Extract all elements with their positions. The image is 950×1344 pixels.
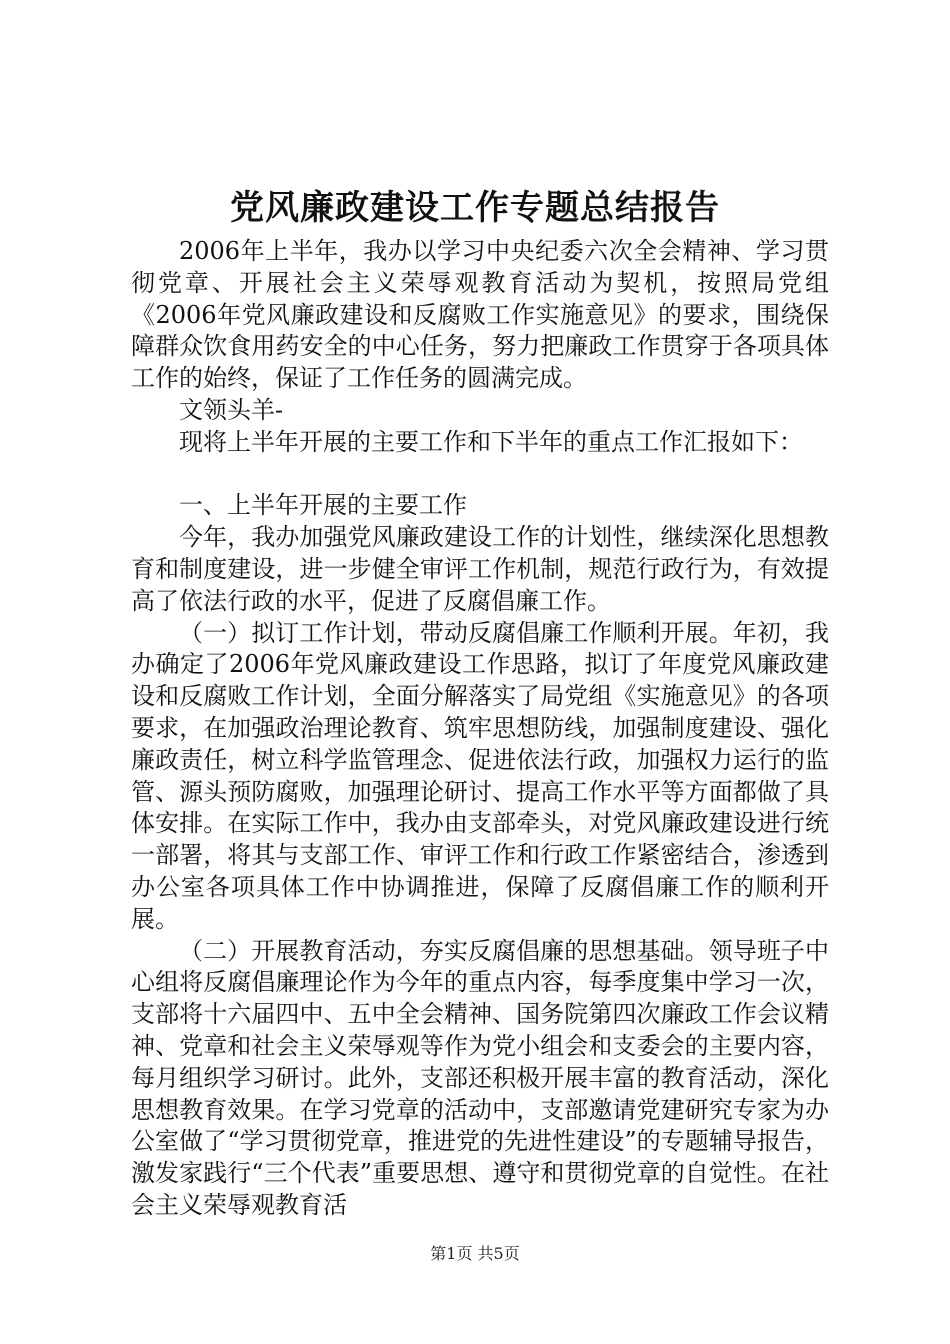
document-title: 党风廉政建设工作专题总结报告	[230, 188, 720, 228]
document-body	[131, 236, 829, 1222]
page-number: 第1页 共5页	[430, 1244, 520, 1263]
paragraph-source-note: 文领头羊-	[179, 395, 284, 424]
paragraph-intro: 2006年上半年，我办以学习中央纪委六次全会精神、学习贯彻党章、开展社会主义荣辱观教育活动为契机，按照局党组《2006年党风廉政建设和反腐败工作实施意见》的要求，围绕保障群众饮食用药安全的中心任务，努力把廉政工作贯穿于各项具体工作的始终，保证了工作任务的圆满完成。	[131, 237, 829, 393]
section-heading-first-half: 一、上半年开展的主要工作	[179, 491, 467, 520]
paragraph-education: （二）开展教育活动，夯实反腐倡廉的思想基础。领导班子中心组将反腐倡廉理论作为今年的重点内容，每季度集中学习一次，支部将十六届四中、五中全会精神、国务院第四次廉政工作会议精神、党章和社会主义荣辱观等作为党小组会和支委会的主要内容，每月组织学习研讨。此外，支部还积极开展丰富的教育活动，深化思想教育效果。在学习党章的活动中，支部邀请党建研究专家为办公室做了“学习贯彻党章，推进党的先进性建设”的专题辅导报告，激发家践行“三个代表”重要思想、遵守和贯彻党章的自觉性。在社会主义荣辱观教育活	[131, 936, 829, 1219]
paragraph-overview: 今年，我办加强党风廉政建设工作的计划性，继续深化思想教育和制度建设，进一步健全审评工作机制，规范行政行为，有效提高了依法行政的水平，促进了反腐倡廉工作。	[131, 523, 829, 615]
paragraph-report-lead: 现将上半年开展的主要工作和下半年的重点工作汇报如下：	[179, 427, 803, 456]
paragraph-work-plan: （一）拟订工作计划，带动反腐倡廉工作顺利开展。年初，我办确定了2006年党风廉政建设工作思路，拟订了年度党风廉政建设和反腐败工作计划，全面分解落实了局党组《实施意见》的各项要求，在加强政治理论教育、筑牢思想防线，加强制度建设、强化廉政责任，树立科学监管理念、促进依法行政，加强权力运行的监管、源头预防腐败，加强理论研讨、提高工作水平等方面都做了具体安排。在实际工作中，我办由支部牵头，对党风廉政建设进行统一部署，将其与支部工作、审评工作和行政工作紧密结合，渗透到办公室各项具体工作中协调推进，保障了反腐倡廉工作的顺利开展。	[131, 618, 829, 933]
